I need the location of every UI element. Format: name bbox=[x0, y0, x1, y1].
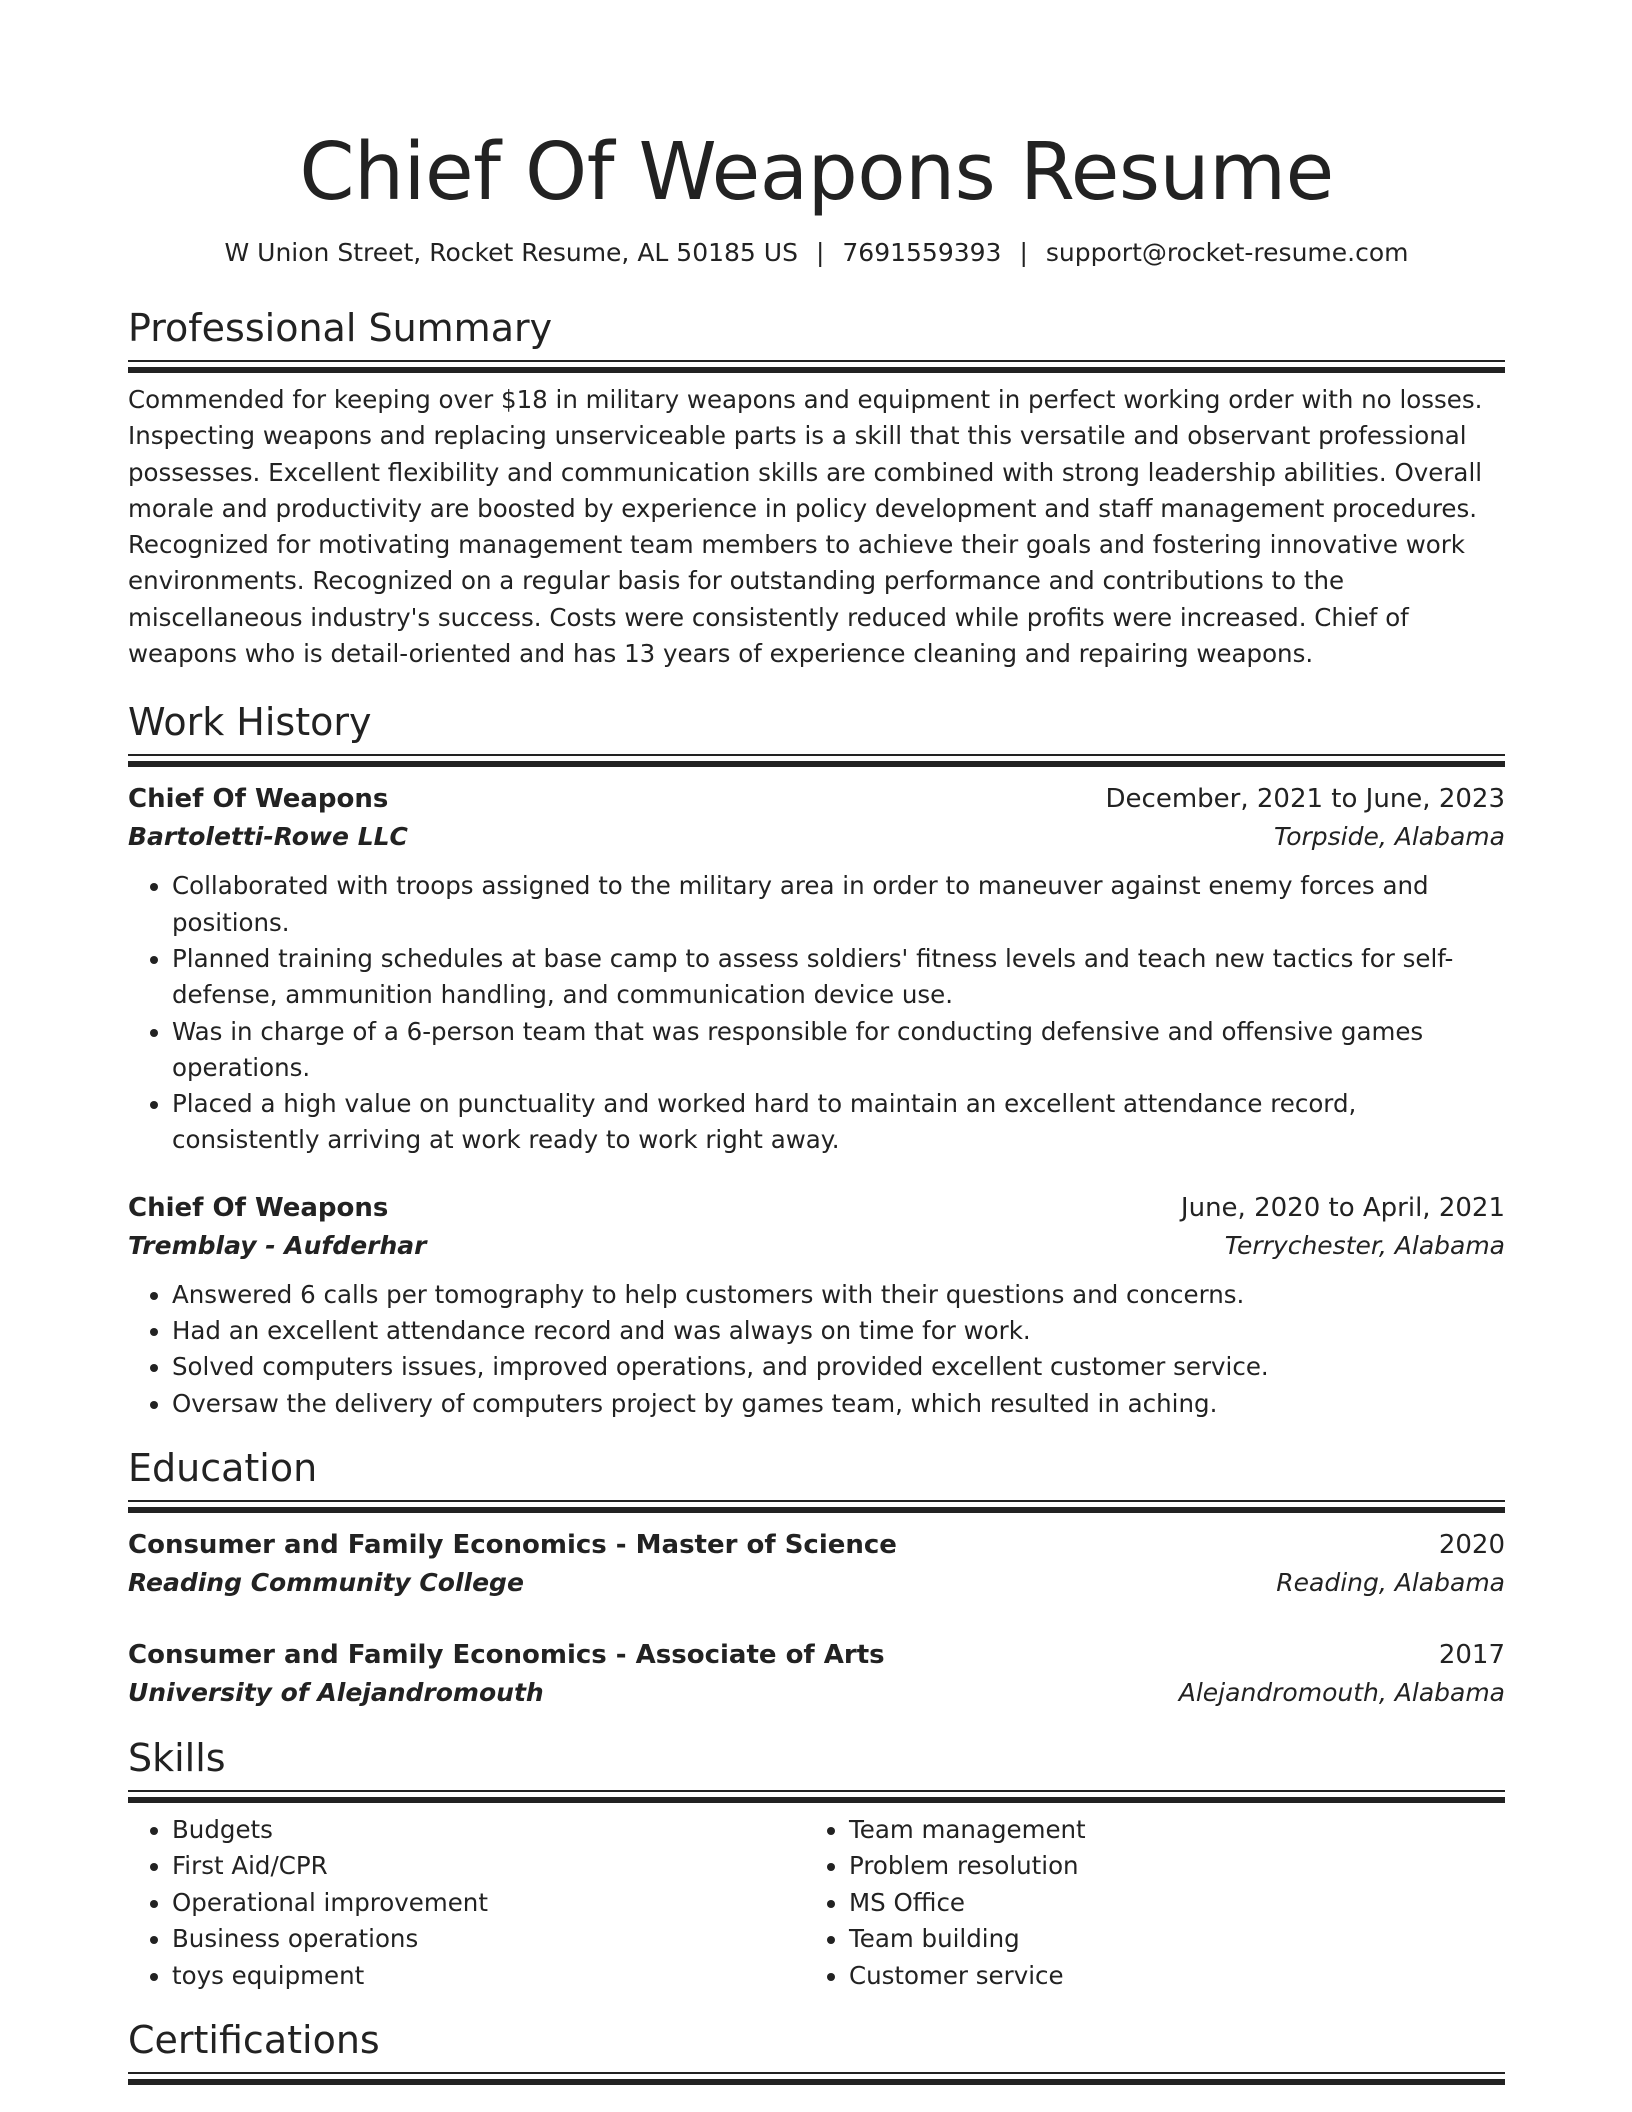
certifications-section bbox=[128, 2016, 1505, 2086]
education-location: Alejandromouth, Alabama bbox=[1178, 1677, 1505, 1707]
section-divider bbox=[128, 360, 1505, 374]
section-title-summary: Professional Summary bbox=[128, 306, 553, 350]
job-title: Chief Of Weapons bbox=[128, 784, 389, 815]
section-divider bbox=[128, 1790, 1505, 1804]
job-dates: June, 2020 to April, 2021 bbox=[1180, 1192, 1505, 1223]
section-title-certifications: Certifications bbox=[128, 2018, 380, 2063]
education-year: 2020 bbox=[1438, 1529, 1505, 1560]
job-bullet: • Had an excellent attendance record and was always on time for work. bbox=[172, 1313, 1505, 1349]
job-location: Torpside, Alabama bbox=[1274, 822, 1505, 852]
job-company: Tremblay - Aufderhar bbox=[128, 1230, 427, 1260]
job-bullet: • Was in charge of a 6-person team that was responsible for conducting defensive and offensive games operations. bbox=[172, 1014, 1505, 1087]
education-entry bbox=[128, 1526, 1505, 1602]
job-bullet: • Collaborated with troops assigned to the military area in order to maneuver against enemy forces and positions. bbox=[172, 868, 1505, 941]
summary-text: Commended for keeping over $18 in military weapons and equipment in perfect working order with no losses. Inspecting weapons and replacing unserviceable parts is a skill that this versatile and observant professional possesses. Excellent flexibility and communication skills are combined with strong leadership abilities. Overall morale and productivity are boosted by experience in policy development and staff management procedures. Recognized for motivating management team members to achieve their goals and fostering innovative work environments. Recognized on a regular basis for outstanding performance and contributions to the miscellaneous industry's success. Costs were consistently reduced while profits were increased. Chief of weapons who is detail-oriented and has 13 years of experience cleaning and repairing weapons. bbox=[128, 385, 1483, 669]
contact-email: support@rocket-resume.com bbox=[1045, 238, 1409, 267]
education-location: Reading, Alabama bbox=[1276, 1567, 1505, 1597]
skill-item: • First Aid/CPR bbox=[172, 1848, 805, 1885]
job-location: Terrychester, Alabama bbox=[1224, 1230, 1505, 1260]
skill-item: • toys equipment bbox=[172, 1958, 805, 1995]
summary-section bbox=[128, 304, 1505, 672]
section-divider bbox=[128, 2072, 1505, 2086]
education-header bbox=[128, 1636, 1505, 1674]
job-subheader bbox=[128, 1227, 1505, 1265]
skill-item: • Customer service bbox=[849, 1958, 1482, 1995]
skill-item: • Problem resolution bbox=[849, 1848, 1482, 1885]
education-school: University of Alejandromouth bbox=[128, 1677, 544, 1707]
section-title-education: Education bbox=[128, 1445, 318, 1490]
education-degree: Consumer and Family Economics - Associate of Arts bbox=[128, 1639, 885, 1670]
job-bullet: • Oversaw the delivery of computers project by games team, which resulted in aching. bbox=[172, 1386, 1505, 1422]
job-title: Chief Of Weapons bbox=[128, 1192, 389, 1223]
education-subheader bbox=[128, 1564, 1505, 1602]
education-entry bbox=[128, 1636, 1505, 1712]
education-degree: Consumer and Family Economics - Master of Science bbox=[128, 1529, 897, 1560]
section-divider bbox=[128, 1500, 1505, 1514]
skills-section bbox=[128, 1734, 1505, 1995]
job-subheader bbox=[128, 818, 1505, 856]
contact-phone: 7691559393 bbox=[842, 238, 1002, 267]
resume-title: Chief Of Weapons Resume bbox=[299, 126, 1334, 218]
job-dates: December, 2021 to June, 2023 bbox=[1105, 784, 1505, 815]
job-bullets bbox=[128, 1277, 1505, 1422]
resume-page bbox=[128, 0, 1505, 2086]
job-bullets bbox=[128, 868, 1505, 1158]
job-bullet: • Placed a high value on punctuality and worked hard to maintain an excellent attendance record, consistently arriving at work ready to work right away. bbox=[172, 1086, 1505, 1159]
skill-item: • Team building bbox=[849, 1921, 1482, 1958]
education-section bbox=[128, 1444, 1505, 1712]
skill-item: • Business operations bbox=[172, 1921, 805, 1958]
education-header bbox=[128, 1526, 1505, 1564]
skill-item: • Operational improvement bbox=[172, 1885, 805, 1922]
contact-separator: | bbox=[815, 238, 825, 267]
job-header bbox=[128, 1189, 1505, 1227]
job-entry bbox=[128, 1189, 1505, 1422]
contact-line bbox=[128, 236, 1505, 270]
job-bullet: • Solved computers issues, improved operations, and provided excellent customer service. bbox=[172, 1349, 1505, 1385]
job-bullet: • Planned training schedules at base camp to assess soldiers' fitness levels and teach new tactics for self-defense, ammunition handling, and communication device use. bbox=[172, 941, 1505, 1014]
contact-separator: | bbox=[1019, 238, 1028, 267]
job-company: Bartoletti-Rowe LLC bbox=[128, 822, 408, 852]
skills-columns bbox=[128, 1812, 1505, 1995]
skills-list-right bbox=[805, 1812, 1482, 1995]
skill-item: • Budgets bbox=[172, 1812, 805, 1849]
education-school: Reading Community College bbox=[128, 1567, 524, 1597]
skill-item: • Team management bbox=[849, 1812, 1482, 1849]
skill-item: • MS Office bbox=[849, 1885, 1482, 1922]
section-title-work: Work History bbox=[128, 700, 372, 745]
job-bullet: • Answered 6 calls per tomography to help customers with their questions and concerns. bbox=[172, 1277, 1505, 1313]
job-entry bbox=[128, 780, 1505, 1158]
section-divider bbox=[128, 754, 1505, 768]
work-section bbox=[128, 698, 1505, 1422]
education-year: 2017 bbox=[1438, 1639, 1505, 1670]
job-header bbox=[128, 780, 1505, 818]
skills-list-left bbox=[128, 1812, 805, 1995]
contact-address: W Union Street, Rocket Resume, AL 50185 US bbox=[224, 238, 798, 267]
section-title-skills: Skills bbox=[128, 1735, 226, 1780]
education-subheader bbox=[128, 1674, 1505, 1712]
